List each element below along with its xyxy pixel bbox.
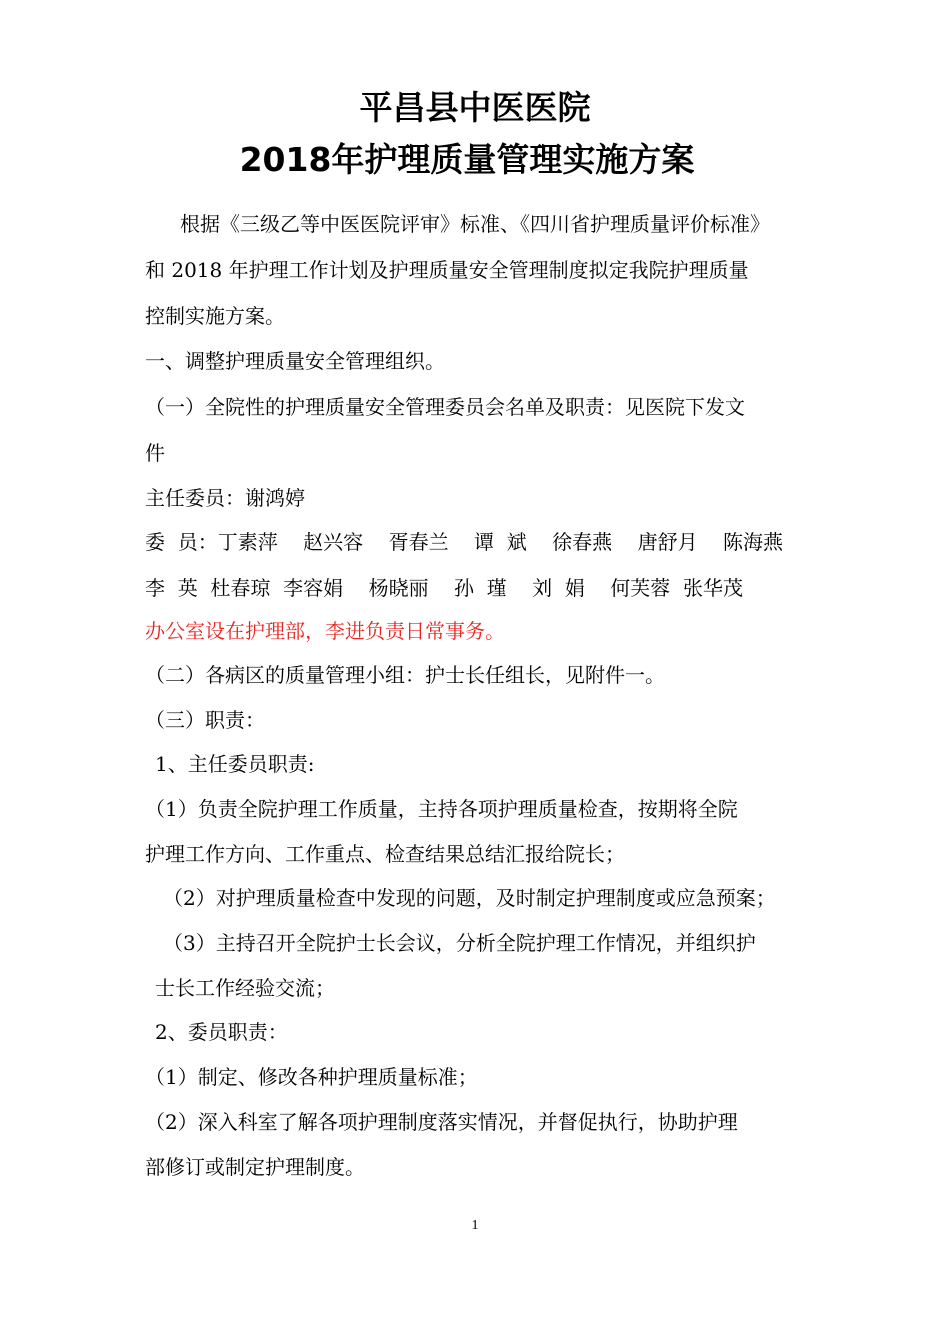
document-title-plan: 2018年护理质量管理实施方案 bbox=[239, 140, 695, 179]
member-duty-2-line-2: 部修订或制定护理制度。 bbox=[145, 1155, 365, 1179]
chair-member: 主任委员：谢鸿婷 bbox=[145, 486, 305, 510]
subsection-3: （三）职责： bbox=[145, 708, 265, 732]
duty-3-line-2: 士长工作经验交流； bbox=[155, 976, 335, 1000]
duty-2: （2）对护理质量检查中发现的问题，及时制定护理制度或应急预案； bbox=[163, 886, 776, 910]
duties-member-heading: 2、委员职责： bbox=[155, 1020, 288, 1044]
page-number: 1 bbox=[471, 1218, 479, 1233]
subsection-1-line-1: （一）全院性的护理质量安全管理委员会名单及职责：见医院下发文 bbox=[145, 395, 745, 419]
document-title-hospital: 平昌县中医医院 bbox=[359, 88, 591, 127]
office-note: 办公室设在护理部，李进负责日常事务。 bbox=[145, 619, 505, 643]
duty-1-line-1: （1）负责全院护理工作质量，主持各项护理质量检查，按期将全院 bbox=[145, 797, 738, 821]
paragraph-intro-line-1: 根据《三级乙等中医医院评审》标准、《四川省护理质量评价标准》 bbox=[180, 212, 770, 236]
member-duty-2-line-1: （2）深入科室了解各项护理制度落实情况，并督促执行，协助护理 bbox=[145, 1110, 738, 1134]
paragraph-intro-line-3: 控制实施方案。 bbox=[145, 304, 285, 328]
committee-members-line-1: 委 员：丁素萍 赵兴容 胥春兰 谭 斌 徐春燕 唐舒月 陈海燕 bbox=[145, 530, 784, 554]
subsection-2: （二）各病区的质量管理小组：护士长任组长，见附件一。 bbox=[145, 663, 665, 687]
paragraph-intro-line-2: 和 2018 年护理工作计划及护理质量安全管理制度拟定我院护理质量 bbox=[145, 258, 749, 282]
duties-chair-heading: 1、主任委员职责: bbox=[155, 752, 315, 776]
duty-1-line-2: 护理工作方向、工作重点、检查结果总结汇报给院长； bbox=[145, 842, 625, 866]
committee-members-line-2: 李 英 杜春琼 李容娟 杨晓丽 孙 瑾 刘 娟 何芙蓉 张华茂 bbox=[145, 576, 744, 600]
section-heading-1: 一、调整护理质量安全管理组织。 bbox=[145, 349, 445, 373]
member-duty-1: （1）制定、修改各种护理质量标准； bbox=[145, 1065, 478, 1089]
duty-3-line-1: （3）主持召开全院护士长会议，分析全院护理工作情况，并组织护 bbox=[163, 931, 756, 955]
subsection-1-line-2: 件 bbox=[145, 441, 165, 465]
